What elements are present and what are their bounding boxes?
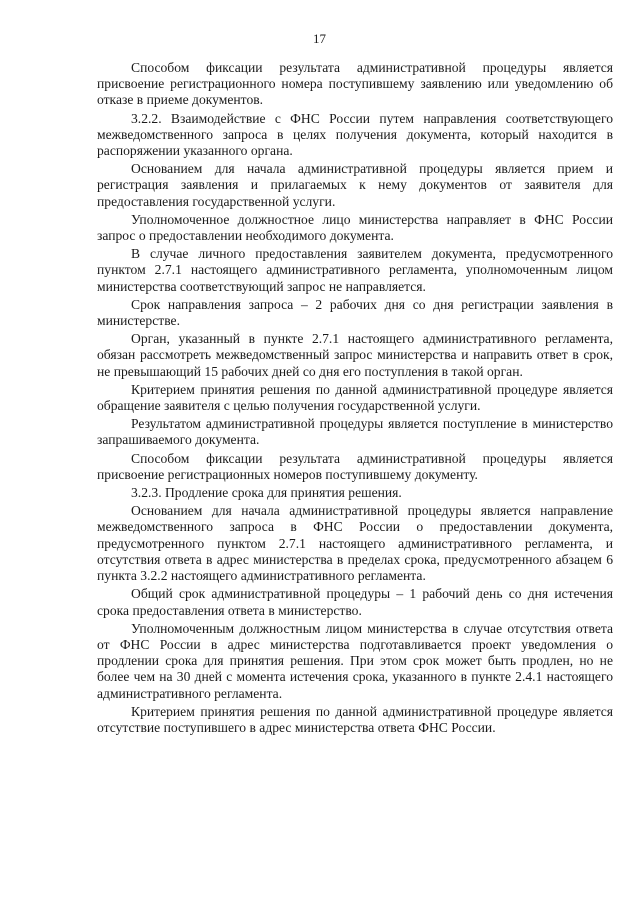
paragraph: Способом фиксации результата административной процедуры является присвоение регистрационного номера поступившему заявлению или уведомлению об отказе в приеме документов. [97, 60, 613, 108]
paragraph: Результатом административной процедуры является поступление в министерство запрашиваемого документа. [97, 416, 613, 448]
paragraph: Уполномоченным должностным лицом министерства в случае отсутствия ответа от ФНС России в адрес министерства подготавливается проект уведомления о продлении срока для принятия решения. При этом срок может быть продлен, но не более чем на 30 дней с момента истечения срока, указанного в пункте 2.4.1 настоящего административного регламента. [97, 620, 613, 701]
page-number: 17 [313, 31, 326, 46]
document-body [97, 60, 613, 738]
paragraph: Критерием принятия решения по данной административной процедуре является отсутствие поступившего в адрес министерства ответа ФНС России. [97, 703, 613, 735]
paragraph: В случае личного предоставления заявителем документа, предусмотренного пунктом 2.7.1 настоящего административного регламента, уполномоченным лицом министерства соответствующий запрос не направляется. [97, 246, 613, 294]
paragraph: 3.2.3. Продление срока для принятия решения. [131, 485, 402, 501]
paragraph: Орган, указанный в пункте 2.7.1 настоящего административного регламента, обязан рассмотреть межведомственный запрос министерства и направить ответ в срок, не превышающий 15 рабочих дней со дня его поступления в такой орган. [97, 331, 613, 379]
paragraph: Срок направления запроса – 2 рабочих дня со дня регистрации заявления в министерстве. [97, 296, 613, 329]
paragraph: Общий срок административной процедуры – 1 рабочий день со дня истечения срока предоставления ответа в министерство. [97, 586, 613, 618]
paragraph: Основанием для начала административной процедуры является прием и регистрация заявления и прилагаемых к нему документов от заявителя для предоставления государственной услуги. [97, 161, 613, 209]
paragraph: Основанием для начала административной процедуры является направление межведомственного запроса в ФНС России о предоставлении документа, предусмотренного пунктом 2.7.1 настоящего административного регламента, и отсутствия ответа в адрес министерства в пределах срока, предусмотренного абзацем 6 пункта 3.2.2 настоящего административного регламента. [97, 503, 613, 584]
paragraph: 3.2.2. Взаимодействие с ФНС России путем направления соответствующего межведомственного запроса в целях получения документа, который находится в распоряжении указанного органа. [97, 110, 613, 159]
paragraph: Способом фиксации результата административной процедуры является присвоение регистрационных номеров поступившему документу. [97, 450, 613, 482]
paragraph: Уполномоченное должностное лицо министерства направляет в ФНС России запрос о предоставлении необходимого документа. [97, 211, 613, 244]
paragraph: Критерием принятия решения по данной административной процедуре является обращение заявителя с целью получения государственной услуги. [97, 381, 613, 414]
